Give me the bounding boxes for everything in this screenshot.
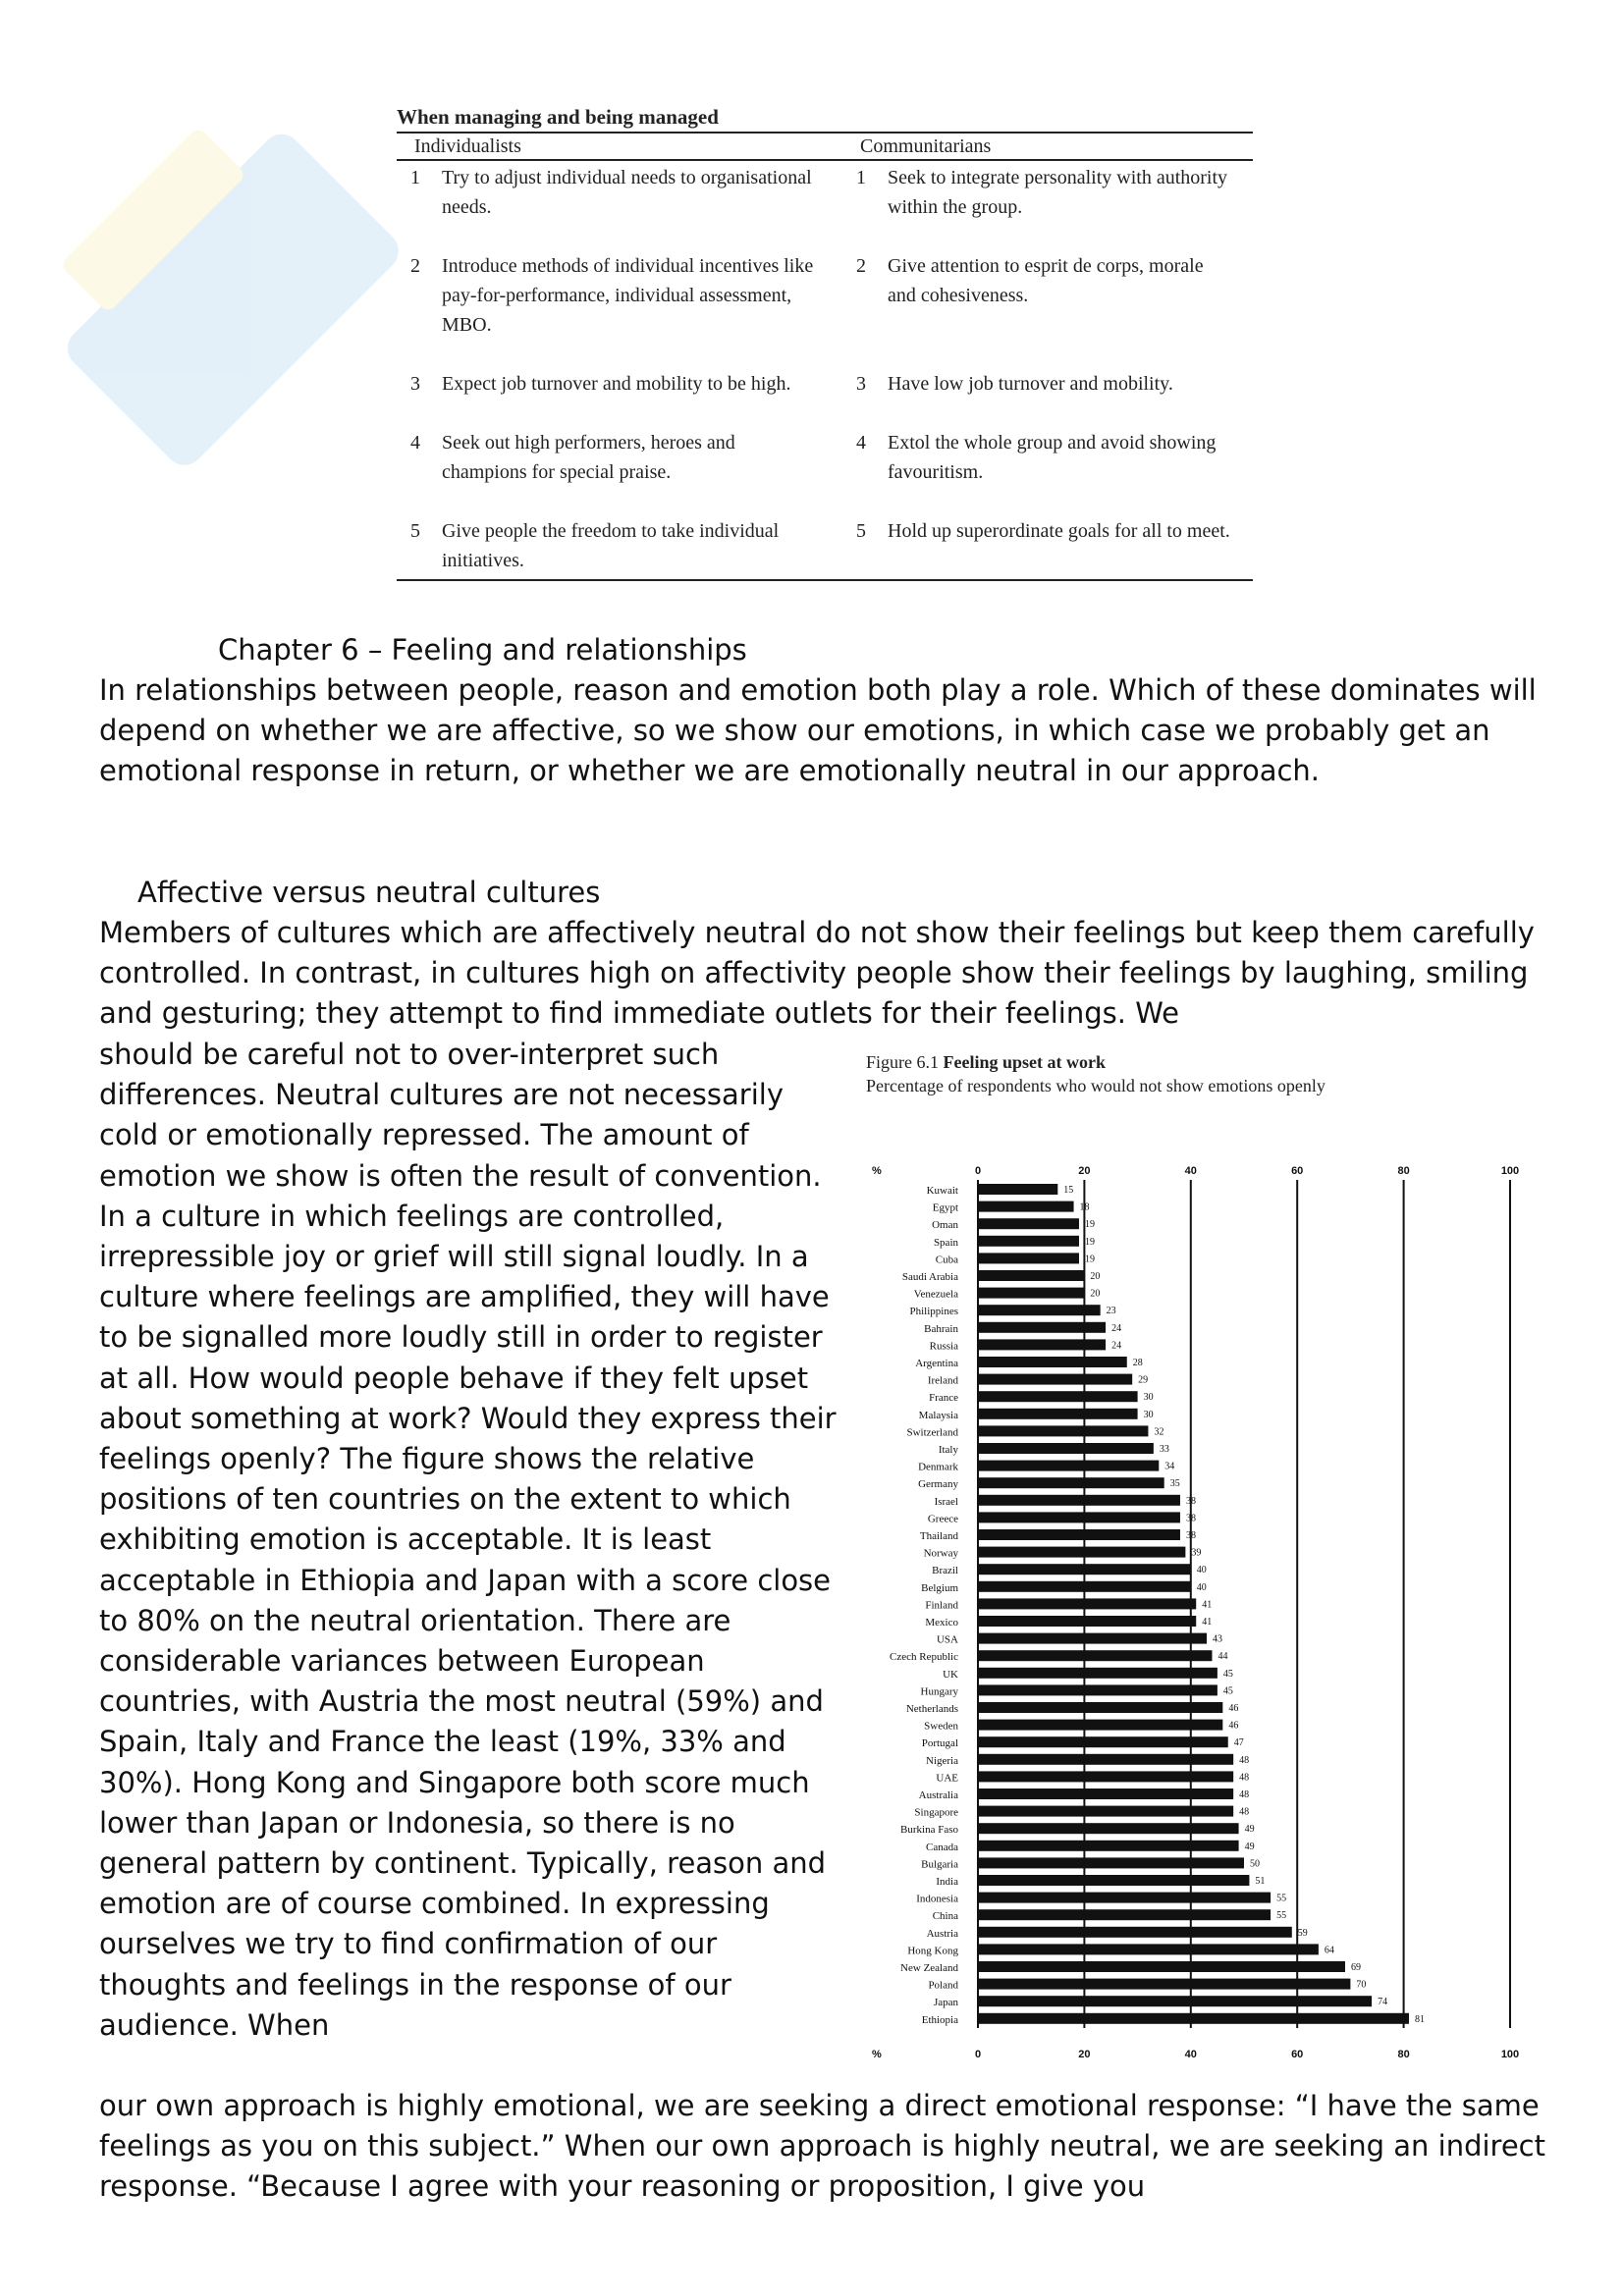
data-label: 23: [1106, 1306, 1116, 1317]
data-label: 41: [1202, 1599, 1213, 1611]
category-label: Argentina: [915, 1358, 958, 1369]
tick-label-top: 20: [1078, 1165, 1091, 1177]
bar: [978, 1736, 1228, 1747]
data-label: 35: [1169, 1478, 1180, 1490]
row-text: Have low job turnover and mobility.: [888, 373, 1173, 395]
data-label: 18: [1079, 1201, 1090, 1213]
bar: [978, 1201, 1074, 1212]
bar: [978, 1425, 1148, 1436]
category-label: Hong Kong: [907, 1945, 958, 1957]
category-label: Czech Republic: [890, 1651, 958, 1664]
bar: [978, 1616, 1196, 1627]
row-number: 5: [856, 520, 866, 542]
category-label: USA: [936, 1633, 958, 1646]
row-number: 3: [856, 373, 866, 395]
data-label: 49: [1244, 1824, 1255, 1836]
category-label: Austria: [926, 1927, 958, 1940]
data-label: 69: [1350, 1962, 1361, 1973]
table-header-row: [397, 132, 1253, 161]
chart-caption: [866, 1050, 1325, 1097]
category-label: Bulgaria: [921, 1858, 958, 1871]
section-heading: Affective versus neutral cultures: [137, 876, 601, 909]
data-label: 48: [1239, 1789, 1250, 1800]
bar: [978, 1893, 1271, 1903]
data-label: 38: [1185, 1495, 1196, 1507]
category-label: China: [932, 1910, 958, 1923]
table-body: [397, 161, 1253, 581]
bar: [978, 1875, 1249, 1886]
bar: [978, 2013, 1409, 2024]
category-label: Sweden: [924, 1720, 958, 1733]
bar: [978, 1184, 1057, 1195]
bar: [978, 1823, 1239, 1834]
data-label: 64: [1324, 1945, 1334, 1956]
data-label: 24: [1111, 1340, 1122, 1352]
bar: [978, 1564, 1191, 1575]
table-row: [397, 251, 842, 369]
data-label: 38: [1185, 1530, 1196, 1541]
chart-title: Feeling upset at work: [943, 1052, 1106, 1072]
category-label: Venezuela: [913, 1288, 958, 1301]
table-row: [397, 516, 842, 575]
bar: [978, 1684, 1217, 1695]
category-label: UK: [943, 1668, 958, 1681]
data-label: 40: [1196, 1565, 1207, 1576]
category-label: Spain: [933, 1236, 958, 1249]
data-label: 20: [1090, 1288, 1101, 1300]
category-label: Portugal: [921, 1737, 958, 1750]
category-label: Italy: [938, 1444, 958, 1456]
table-row: [842, 428, 1253, 516]
data-label: 81: [1415, 2013, 1426, 2025]
bar: [978, 1270, 1084, 1281]
data-label: 32: [1154, 1426, 1164, 1438]
category-label: Greece: [927, 1513, 958, 1525]
axis-unit-bottom: %: [872, 2049, 882, 2060]
category-label: India: [936, 1876, 958, 1888]
bar: [978, 1339, 1106, 1350]
data-label: 48: [1239, 1772, 1250, 1784]
data-label: 45: [1222, 1685, 1233, 1697]
data-label: 47: [1233, 1737, 1244, 1749]
row-text: Give people the freedom to take individual initiatives.: [442, 520, 780, 571]
category-label: Finland: [925, 1599, 958, 1612]
tick-label-bottom: 100: [1500, 2049, 1520, 2060]
data-label: 48: [1239, 1806, 1250, 1818]
data-label: 29: [1138, 1374, 1149, 1386]
category-label: Philippines: [909, 1306, 958, 1318]
bar: [978, 1633, 1207, 1644]
category-label: Japan: [933, 1997, 958, 2009]
bar: [978, 1512, 1180, 1522]
bar: [978, 1357, 1127, 1367]
tick-label-bottom: 80: [1397, 2049, 1410, 2060]
bar: [978, 1218, 1079, 1229]
row-text: Expect job turnover and mobility to be high.: [442, 373, 791, 395]
bar: [978, 1461, 1159, 1471]
row-number: 2: [410, 255, 420, 277]
category-label: Norway: [923, 1547, 958, 1560]
data-label: 44: [1217, 1651, 1228, 1663]
bar: [978, 1961, 1345, 1972]
data-label: 34: [1164, 1461, 1175, 1472]
category-label: Singapore: [914, 1806, 958, 1819]
tick-label-bottom: 40: [1184, 2049, 1197, 2060]
bar: [978, 1495, 1180, 1506]
data-label: 41: [1202, 1617, 1213, 1628]
data-label: 55: [1276, 1893, 1287, 1904]
bar: [978, 1789, 1233, 1799]
category-label: Indonesia: [916, 1893, 958, 1905]
bar: [978, 1754, 1233, 1765]
category-label: Bahrain: [924, 1322, 958, 1335]
category-label: Australia: [918, 1789, 958, 1801]
data-label: 33: [1159, 1444, 1169, 1455]
table-title: When managing and being managed: [397, 105, 719, 129]
tick-label-top: 60: [1291, 1165, 1304, 1177]
tick-label-top: 100: [1500, 1165, 1520, 1177]
tick-label-bottom: 20: [1078, 2049, 1091, 2060]
category-label: Nigeria: [926, 1754, 958, 1767]
category-label: Malaysia: [918, 1409, 958, 1421]
data-label: 30: [1143, 1409, 1154, 1420]
data-label: 24: [1111, 1322, 1122, 1334]
category-label: Ireland: [927, 1374, 958, 1387]
bar: [978, 1547, 1185, 1558]
bar: [978, 1581, 1191, 1592]
data-label: 50: [1250, 1858, 1260, 1870]
data-label: 48: [1239, 1754, 1250, 1766]
paragraph-affective: Members of cultures which are affectively neutral do not show their feelings but keep them carefully controlled. In contrast, in cultures high on affectivity people show their feelings by laughing, smiling and gesturing; they attempt to find immediate outlets for their feelings. We: [99, 916, 1535, 1031]
data-label: 30: [1143, 1392, 1154, 1404]
bar: [978, 1305, 1101, 1315]
row-number: 1: [856, 167, 866, 188]
category-label: Belgium: [921, 1581, 958, 1594]
category-label: Thailand: [919, 1530, 958, 1542]
tick-label-bottom: 0: [974, 2049, 982, 2060]
bar-chart: [864, 1148, 1532, 2061]
data-label: 46: [1228, 1703, 1239, 1714]
category-label: Oman: [932, 1219, 958, 1232]
table-row: [397, 369, 842, 428]
data-label: 51: [1255, 1876, 1266, 1887]
bar: [978, 1668, 1217, 1679]
row-number: 5: [410, 520, 420, 542]
bar: [978, 1253, 1079, 1263]
bar: [978, 1409, 1138, 1419]
table-row: [397, 163, 842, 251]
data-label: 38: [1185, 1513, 1196, 1524]
row-text: Hold up superordinate goals for all to meet.: [888, 520, 1230, 542]
chapter-heading: Chapter 6 – Feeling and relationships: [218, 633, 747, 667]
paragraph-intro: In relationships between people, reason and emotion both play a role. Which of these dominates will depend on whether we are affective, so we show our emotions, in which case we probably get an emotional response in return, or whether we are emotionally neutral in our approach.: [99, 673, 1537, 788]
bar: [978, 1529, 1180, 1540]
row-number: 1: [410, 167, 420, 188]
header-individualists: Individualists: [414, 135, 521, 157]
category-label: Ethiopia: [921, 2013, 958, 2026]
paragraph-wrapped: should be careful not to over-interpret such differences. Neutral cultures are not necessarily cold or emotionally repressed. The amount of emotion we show is often the result of convention. In a culture in which feelings are controlled, irrepressible joy or grief will still signal loudly. In a culture where feelings are amplified, they will have to be signalled more loudly still in order to register at all. How would people behave if they felt upset about something at work? Would they express their feelings openly? The figure shows the relative positions of ten countries on the extent to which exhibiting emotion is acceptable. It is least acceptable in Ethiopia and Japan with a score close to 80% on the neutral orientation. There are considerable variances between European countries, with Austria the most neutral (59%) and Spain, Italy and France the least (19%, 33% and 30%). Hong Kong and Singapore both score much lower than Japan or Indonesia, so there is no general pattern by continent. Typically, reason and emotion are of course combined. In expressing ourselves we try to find confirmation of our thoughts and feelings in the response of our audience. When: [99, 1038, 837, 2042]
row-number: 4: [856, 432, 866, 454]
data-label: 19: [1084, 1236, 1095, 1248]
header-communitarians: Communitarians: [860, 135, 992, 157]
category-label: Israel: [934, 1495, 958, 1508]
bar: [978, 1236, 1079, 1247]
category-label: Netherlands: [905, 1703, 958, 1715]
data-label: 59: [1297, 1927, 1308, 1939]
bar: [978, 1374, 1132, 1385]
bar: [978, 1322, 1106, 1333]
category-label: Hungary: [920, 1685, 958, 1698]
bar: [978, 1702, 1222, 1713]
bar: [978, 1598, 1196, 1609]
row-text: Try to adjust individual needs to organisational needs.: [442, 167, 812, 218]
table-row: [842, 516, 1253, 575]
category-label: Germany: [918, 1478, 958, 1491]
data-label: 19: [1084, 1254, 1095, 1265]
bar: [978, 1806, 1233, 1817]
individualists-column: [397, 163, 842, 575]
bar: [978, 1720, 1222, 1731]
bar: [978, 1288, 1084, 1299]
data-label: 55: [1276, 1910, 1287, 1922]
row-number: 4: [410, 432, 420, 454]
paragraph-continued: our own approach is highly emotional, we are seeking a direct emotional response: “I have the same feelings as you on this subject.” When our own approach is highly neutral, we are seeking an indirect response. “Because I agree with your reasoning or proposition, I give you: [99, 2089, 1545, 2204]
bar: [978, 1996, 1372, 2006]
row-text: Seek out high performers, heroes and champions for special praise.: [442, 432, 735, 483]
bar: [978, 1979, 1350, 1990]
table-row: [842, 369, 1253, 428]
category-label: Kuwait: [926, 1185, 958, 1197]
data-label: 49: [1244, 1841, 1255, 1852]
bar: [978, 1944, 1319, 1954]
data-label: 45: [1222, 1668, 1233, 1680]
data-label: 46: [1228, 1720, 1239, 1732]
row-text: Extol the whole group and avoid showing favouritism.: [888, 432, 1217, 483]
data-label: 20: [1090, 1271, 1101, 1282]
tick-label-top: 80: [1397, 1165, 1410, 1177]
data-label: 39: [1191, 1547, 1202, 1559]
table-row: [842, 163, 1253, 251]
axis-unit-top: %: [872, 1165, 882, 1177]
tick-label-top: 0: [974, 1165, 982, 1177]
row-number: 3: [410, 373, 420, 395]
bar: [978, 1650, 1212, 1661]
category-label: Mexico: [925, 1617, 958, 1629]
row-text: Give attention to esprit de corps, morale and cohesiveness.: [888, 255, 1204, 306]
data-label: 28: [1132, 1358, 1143, 1368]
row-number: 2: [856, 255, 866, 277]
category-label: New Zealand: [900, 1962, 958, 1974]
category-label: UAE: [936, 1772, 958, 1785]
bar: [978, 1443, 1154, 1454]
chart-subtitle: Percentage of respondents who would not show emotions openly: [866, 1076, 1325, 1095]
communitarians-column: [842, 163, 1253, 575]
data-label: 15: [1063, 1185, 1074, 1196]
data-label: 43: [1213, 1633, 1223, 1645]
category-label: Egypt: [932, 1201, 958, 1214]
category-label: Denmark: [918, 1461, 958, 1473]
category-label: Cuba: [935, 1254, 958, 1266]
data-label: 19: [1084, 1219, 1095, 1231]
category-label: Switzerland: [906, 1426, 958, 1439]
data-label: 70: [1356, 1979, 1367, 1991]
bar: [978, 1927, 1292, 1938]
category-label: Russia: [929, 1340, 958, 1353]
category-label: France: [929, 1392, 958, 1405]
bar: [978, 1391, 1138, 1402]
bar: [978, 1909, 1271, 1920]
row-text: Introduce methods of individual incentives like pay-for-performance, individual assessment, MBO.: [442, 255, 814, 336]
row-text: Seek to integrate personality with authority within the group.: [888, 167, 1228, 218]
tick-label-bottom: 60: [1291, 2049, 1304, 2060]
comparison-table: [397, 102, 1253, 581]
category-label: Brazil: [932, 1565, 958, 1577]
table-row: [842, 251, 1253, 369]
table-row: [397, 428, 842, 516]
category-label: Saudi Arabia: [901, 1271, 958, 1283]
bar: [978, 1477, 1164, 1488]
category-label: Poland: [928, 1979, 958, 1992]
data-label: 74: [1378, 1997, 1388, 2008]
figure-label: Figure 6.1: [866, 1052, 939, 1072]
bar: [978, 1857, 1244, 1868]
category-label: Burkina Faso: [900, 1824, 958, 1837]
tick-label-top: 40: [1184, 1165, 1197, 1177]
bar: [978, 1841, 1239, 1851]
category-label: Canada: [926, 1841, 958, 1853]
bar: [978, 1771, 1233, 1782]
data-label: 40: [1196, 1581, 1207, 1593]
